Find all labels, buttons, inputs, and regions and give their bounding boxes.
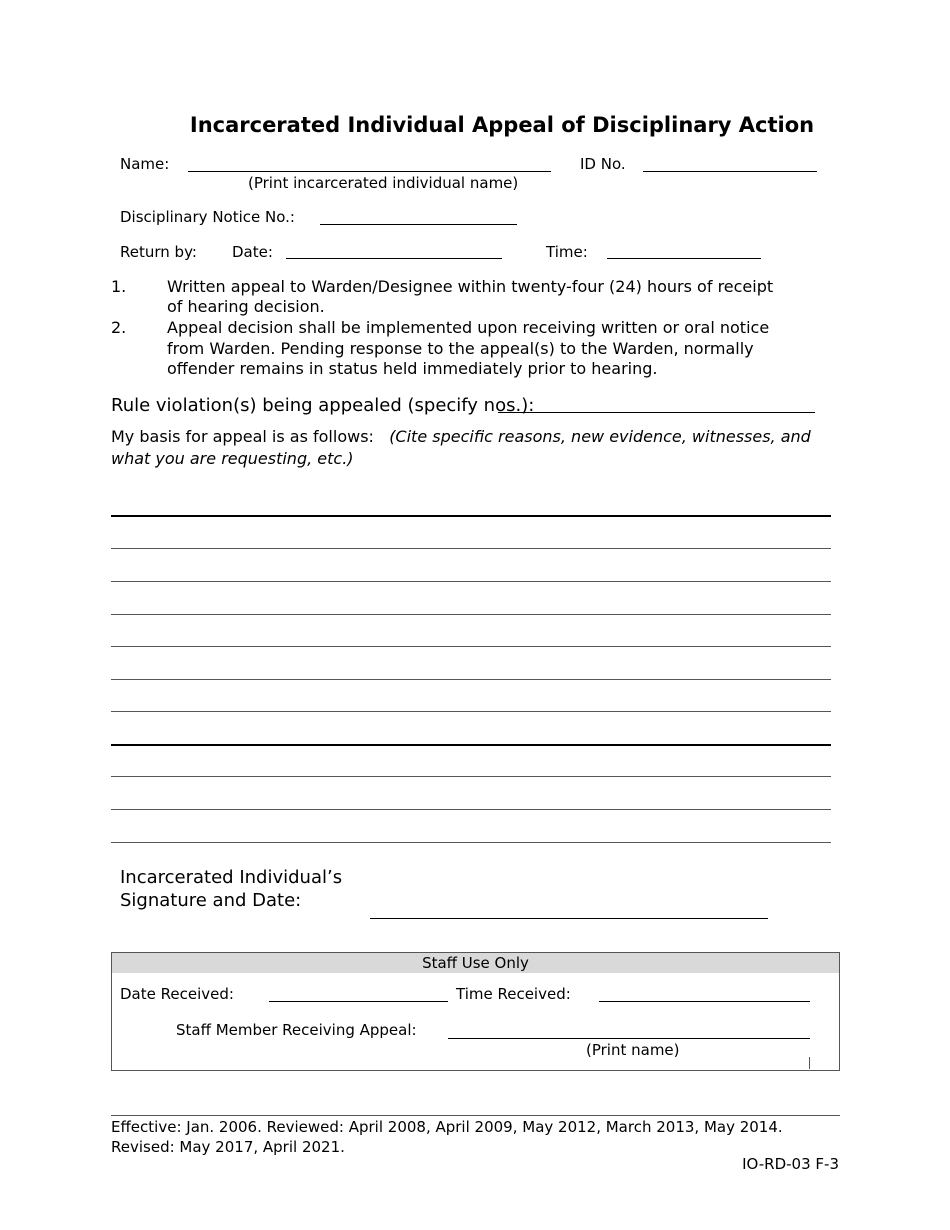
date-field[interactable] (286, 258, 502, 259)
instruction-2-number: 2. (111, 318, 127, 337)
box-tick-mark (809, 1057, 810, 1069)
staff-use-box (111, 952, 840, 1071)
appeal-line-5[interactable] (111, 646, 831, 647)
form-code: IO-RD-03 F-3 (742, 1155, 839, 1173)
date-label: Date: (232, 243, 273, 261)
rule-violation-field[interactable] (498, 412, 815, 413)
notice-label: Disciplinary Notice No.: (120, 208, 295, 226)
id-field[interactable] (643, 171, 817, 172)
print-name-hint: (Print name) (586, 1041, 680, 1059)
rule-violation-label: Rule violation(s) being appealed (specify nos.): (111, 395, 535, 416)
id-label: ID No. (580, 155, 626, 173)
basis-hint: (Cite specific reasons, new evidence, witnesses, and what you are requesting, etc.) (111, 427, 811, 468)
staff-member-field[interactable] (448, 1038, 810, 1039)
appeal-line-10[interactable] (111, 809, 831, 810)
notice-field[interactable] (320, 224, 517, 225)
appeal-line-6[interactable] (111, 679, 831, 680)
footer-history: Effective: Jan. 2006. Reviewed: April 2008, April 2009, May 2012, March 2013, May 2014. Revised: May 2017, April 2021. (111, 1118, 783, 1156)
instruction-1-text: Written appeal to Warden/Designee within twenty-four (24) hours of receipt of hearing decision. (167, 277, 774, 316)
time-label: Time: (546, 243, 588, 261)
return-by-label: Return by: (120, 243, 197, 261)
appeal-line-3[interactable] (111, 581, 831, 582)
appeal-line-4[interactable] (111, 614, 831, 615)
instruction-2-text: Appeal decision shall be implemented upon receiving written or oral notice from Warden. Pending response to the appeal(s) to the Warden, normally offender remains in status held immediately prior to hearing. (167, 318, 770, 378)
page-title: Incarcerated Individual Appeal of Disciplinary Action (189, 113, 815, 137)
name-label: Name: (120, 155, 170, 173)
time-received-field[interactable] (599, 1001, 810, 1002)
time-received-label: Time Received: (456, 985, 571, 1003)
basis-label: My basis for appeal is as follows: (111, 427, 374, 446)
appeal-line-2[interactable] (111, 548, 831, 549)
appeal-line-9[interactable] (111, 776, 831, 777)
date-received-field[interactable] (269, 1001, 448, 1002)
date-received-label: Date Received: (120, 985, 234, 1003)
signature-field[interactable] (370, 918, 768, 919)
staff-member-label: Staff Member Receiving Appeal: (176, 1021, 417, 1039)
time-field[interactable] (607, 258, 761, 259)
appeal-line-8[interactable] (111, 744, 831, 746)
signature-label-line2: Signature and Date: (120, 890, 302, 911)
appeal-line-7[interactable] (111, 711, 831, 712)
appeal-line-11[interactable] (111, 842, 831, 843)
staff-use-header: Staff Use Only (112, 953, 839, 973)
name-hint: (Print incarcerated individual name) (248, 174, 519, 192)
name-field[interactable] (188, 171, 551, 172)
basis-paragraph (111, 426, 831, 470)
footer-divider (111, 1115, 840, 1116)
instruction-1-number: 1. (111, 277, 127, 296)
appeal-line-1[interactable] (111, 515, 831, 517)
signature-label-line1: Incarcerated Individual’s (120, 867, 343, 888)
